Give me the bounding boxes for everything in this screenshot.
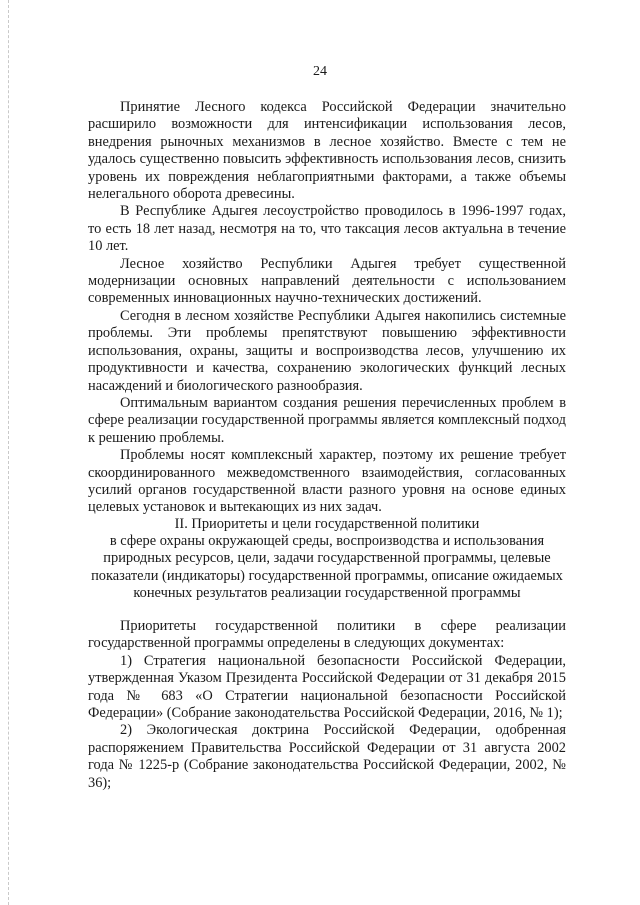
section-heading-line: природных ресурсов, цели, задачи государственной программы, целевые	[103, 550, 551, 567]
section-heading-line: конечных результатов реализации государственной программы	[133, 584, 521, 601]
priorities-text-block	[88, 618, 566, 792]
section-heading	[88, 516, 566, 602]
paragraph: Приоритеты государственной политики в сфере реализации государственной программы определены в следующих документах:	[88, 618, 566, 652]
intro-text-block	[88, 99, 566, 517]
section-heading-line: в сфере охраны окружающей среды, воспроизводства и использования	[109, 533, 545, 550]
paragraph: Сегодня в лесном хозяйстве Республики Адыгея накопились системные проблемы. Эти проблемы препятствуют повышению эффективности использования, охраны, защиты и воспроизводства лесов, улучшению их продуктивности и качества, сохранению экологических функций лесных насаждений и биологического разнообразия.	[88, 307, 566, 394]
list-item: 2) Экологическая доктрина Российской Федерации, одобренная распоряжением Правительства Российской Федерации от 31 августа 2002 года № 1225-р (Собрание законодательства Российской Федерации, 2002, № 36);	[88, 722, 566, 791]
paragraph: Принятие Лесного кодекса Российской Федерации значительно расширило возможности для интенсификации использования лесов, внедрения рыночных механизмов в лесное хозяйство. Вместе с тем не удалось существенно повысить эффективность использования лесов, снизить уровень их повреждения неблагоприятными факторами, а также объемы нелегального оборота древесины.	[88, 99, 566, 203]
paragraph: В Республике Адыгея лесоустройство проводилось в 1996-1997 годах, то есть 18 лет назад, несмотря на то, что таксация лесов актуальна в течение 10 лет.	[88, 203, 566, 255]
list-item: 1) Стратегия национальной безопасности Российской Федерации, утвержденная Указом Президента Российской Федерации от 31 декабря 2015 года № 683 «О Стратегии национальной безопасности Российской Федерации» (Собрание законодательства Российской Федерации, 2016, № 1);	[88, 652, 566, 722]
section-heading-line: II. Приоритеты и цели государственной политики	[174, 516, 480, 532]
paragraph: Проблемы носят комплексный характер, поэтому их решение требует скоординированного межведомственного взаимодействия, согласованных усилий органов государственной власти разного уровня на основе единых целевых установок и вытекающих из них задач.	[88, 447, 566, 516]
section-heading-line: показатели (индикаторы) государственной программы, описание ожидаемых	[91, 567, 563, 584]
page-number: 24	[313, 64, 327, 79]
paragraph: Оптимальным вариантом создания решения перечисленных проблем в сфере реализации государственной программы является комплексный подход к решению проблемы.	[88, 394, 566, 446]
paragraph: Лесное хозяйство Республики Адыгея требует существенной модернизации основных направлений деятельности с использованием современных инновационных научно-технических достижений.	[88, 255, 566, 307]
binding-edge-marks	[8, 0, 10, 905]
